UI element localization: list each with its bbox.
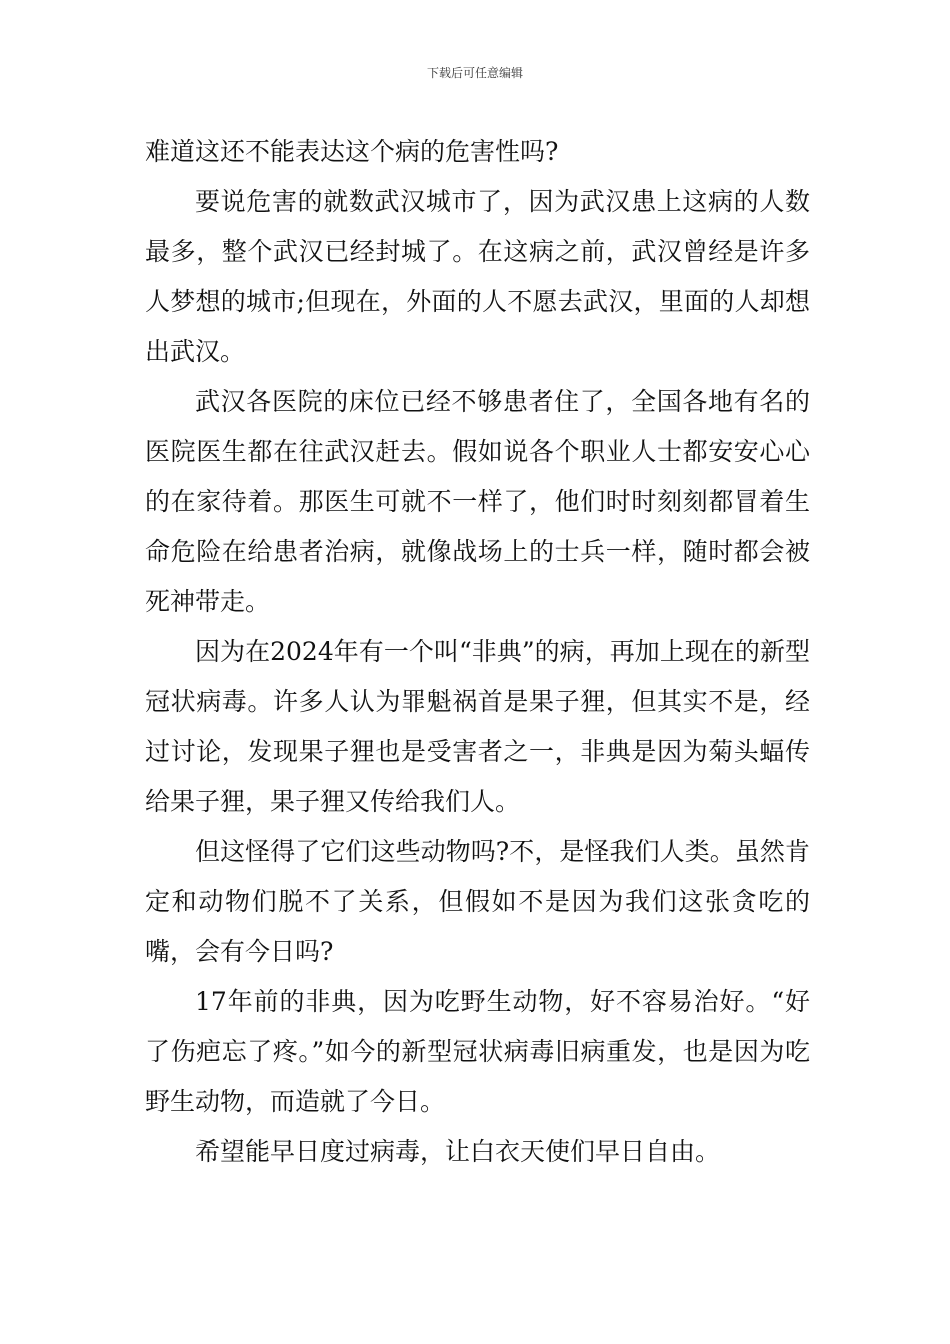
paragraph-5: 但这怪得了它们这些动物吗?不，是怪我们人类。虽然肯定和动物们脱不了关系，但假如不是因为我们这张贪吃的嘴，会有今日吗?: [145, 837, 810, 966]
paragraph-7: 希望能早日度过病毒，让白衣天使们早日自由。: [195, 1137, 721, 1166]
paragraph-3: 武汉各医院的床位已经不够患者住了，全国各地有名的医院医生都在往武汉赶去。假如说各个职业人士都安安心心的在家待着。那医生可就不一样了，他们时时刻刻都冒着生命危险在给患者治病，就像战场上的士兵一样，随时都会被死神带走。: [145, 387, 810, 616]
paragraph-1: 难道这还不能表达这个病的危害性吗?: [145, 137, 559, 166]
page-header-note: 下载后可任意编辑: [426, 66, 523, 80]
paragraph-2: 要说危害的就数武汉城市了，因为武汉患上这病的人数最多，整个武汉已经封城了。在这病之前，武汉曾经是许多人梦想的城市;但现在，外面的人不愿去武汉，里面的人却想出武汉。: [145, 187, 810, 366]
paragraph-6: 17年前的非典，因为吃野生动物，好不容易治好。“好了伤疤忘了疼。”如今的新型冠状病毒旧病重发，也是因为吃野生动物，而造就了今日。: [145, 987, 810, 1116]
paragraph-4: 因为在2024年有一个叫“非典”的病，再加上现在的新型冠状病毒。许多人认为罪魁祸首是果子狸，但其实不是，经过讨论，发现果子狸也是受害者之一，非典是因为菊头蝠传给果子狸，果子狸又传给我们人。: [145, 637, 810, 816]
document-body: [145, 127, 810, 1177]
